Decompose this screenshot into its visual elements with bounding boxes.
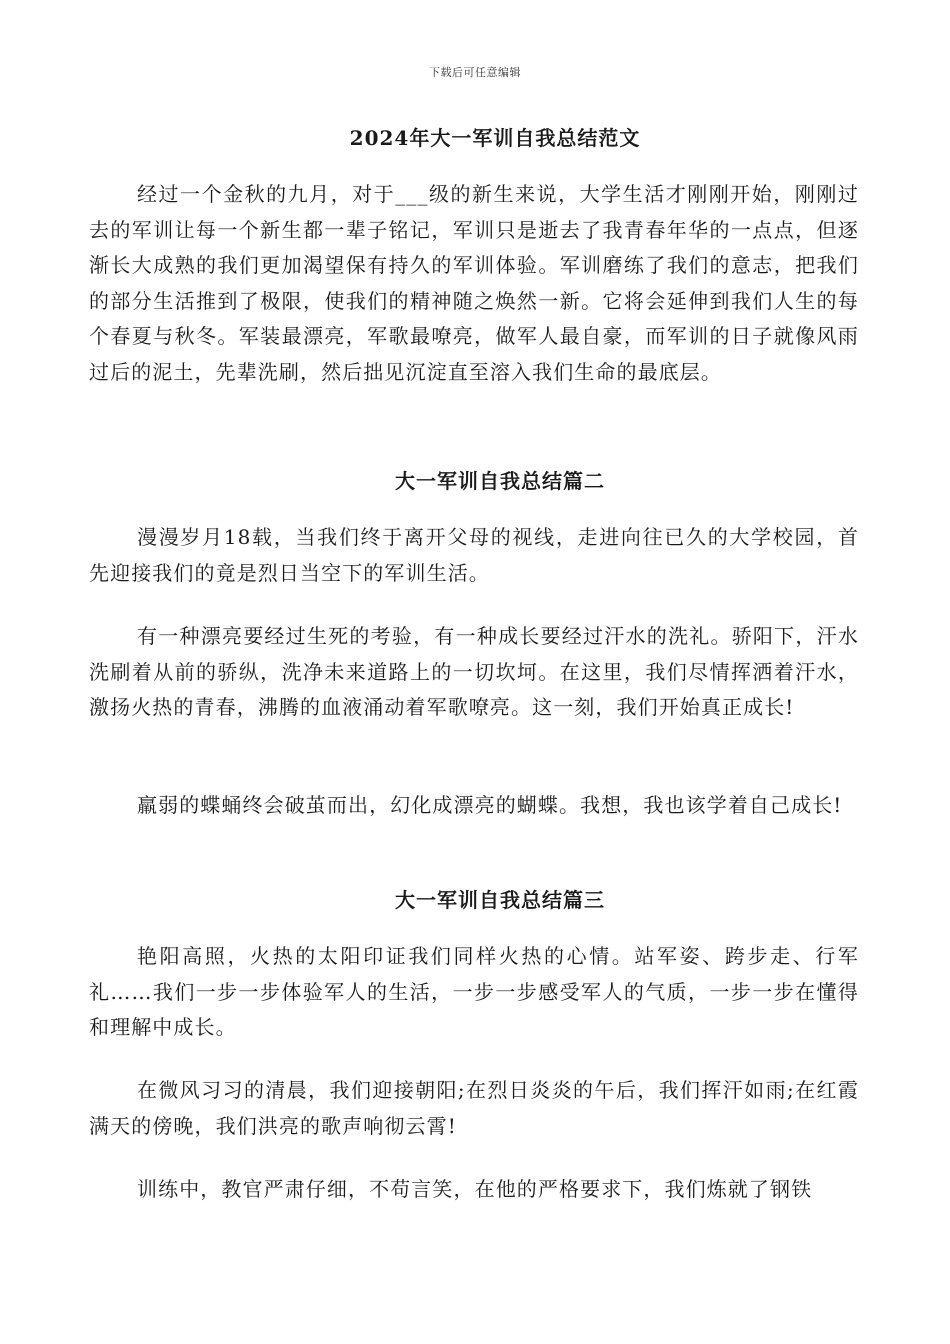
section-three-paragraph-3: 训练中，教官严肃仔细，不苟言笑，在他的严格要求下，我们炼就了钢铁	[137, 1177, 813, 1201]
intro-paragraph: 经过一个金秋的九月，对于___级的新生来说，大学生活才刚刚开始，刚刚过去的军训让每一个新生都一辈子铭记，军训只是逝去了我青春年华的一点点，但逐渐长大成熟的我们更加渴望保有持久的军训体验。军训磨练了我们的意志，把我们的部分生活推到了极限，使我们的精神随之焕然一新。它将会延伸到我们人生的每个春夏与秋冬。军装最漂亮，军歌最嘹亮，做军人最自豪，而军训的日子就像风雨过后的泥土，先辈洗刷，然后拙见沉淀直至溶入我们生命的最底层。	[89, 182, 859, 384]
section-three-paragraph-1: 艳阳高照，火热的太阳印证我们同样火热的心情。站军姿、跨步走、行军礼……我们一步一步体验军人的生活，一步一步感受军人的气质，一步一步在懂得和理解中成长。	[89, 944, 859, 1039]
header-note: 下载后可任意编辑	[429, 66, 521, 79]
section-two-title: 大一军训自我总结篇二	[395, 469, 605, 493]
document-title: 2024年大一军训自我总结范文	[349, 126, 641, 150]
section-three-title: 大一军训自我总结篇三	[395, 888, 605, 912]
section-two-paragraph-3: 羸弱的蝶蛹终会破茧而出，幻化成漂亮的蝴蝶。我想，我也该学着自己成长!	[137, 793, 843, 817]
section-three-paragraph-2: 在微风习习的清晨，我们迎接朝阳;在烈日炎炎的午后，我们挥汗如雨;在红霞满天的傍晚，我们洪亮的歌声响彻云霄!	[89, 1078, 859, 1138]
section-two-paragraph-2: 有一种漂亮要经过生死的考验，有一种成长要经过汗水的洗礼。骄阳下，汗水洗刷着从前的骄纵，洗净未来道路上的一切坎坷。在这里，我们尽情挥洒着汗水，激扬火热的青春，沸腾的血液涌动着军歌嘹亮。这一刻，我们开始真正成长!	[89, 624, 859, 719]
section-two-paragraph-1: 漫漫岁月18载，当我们终于离开父母的视线，走进向往已久的大学校园，首先迎接我们的竟是烈日当空下的军训生活。	[89, 525, 859, 585]
